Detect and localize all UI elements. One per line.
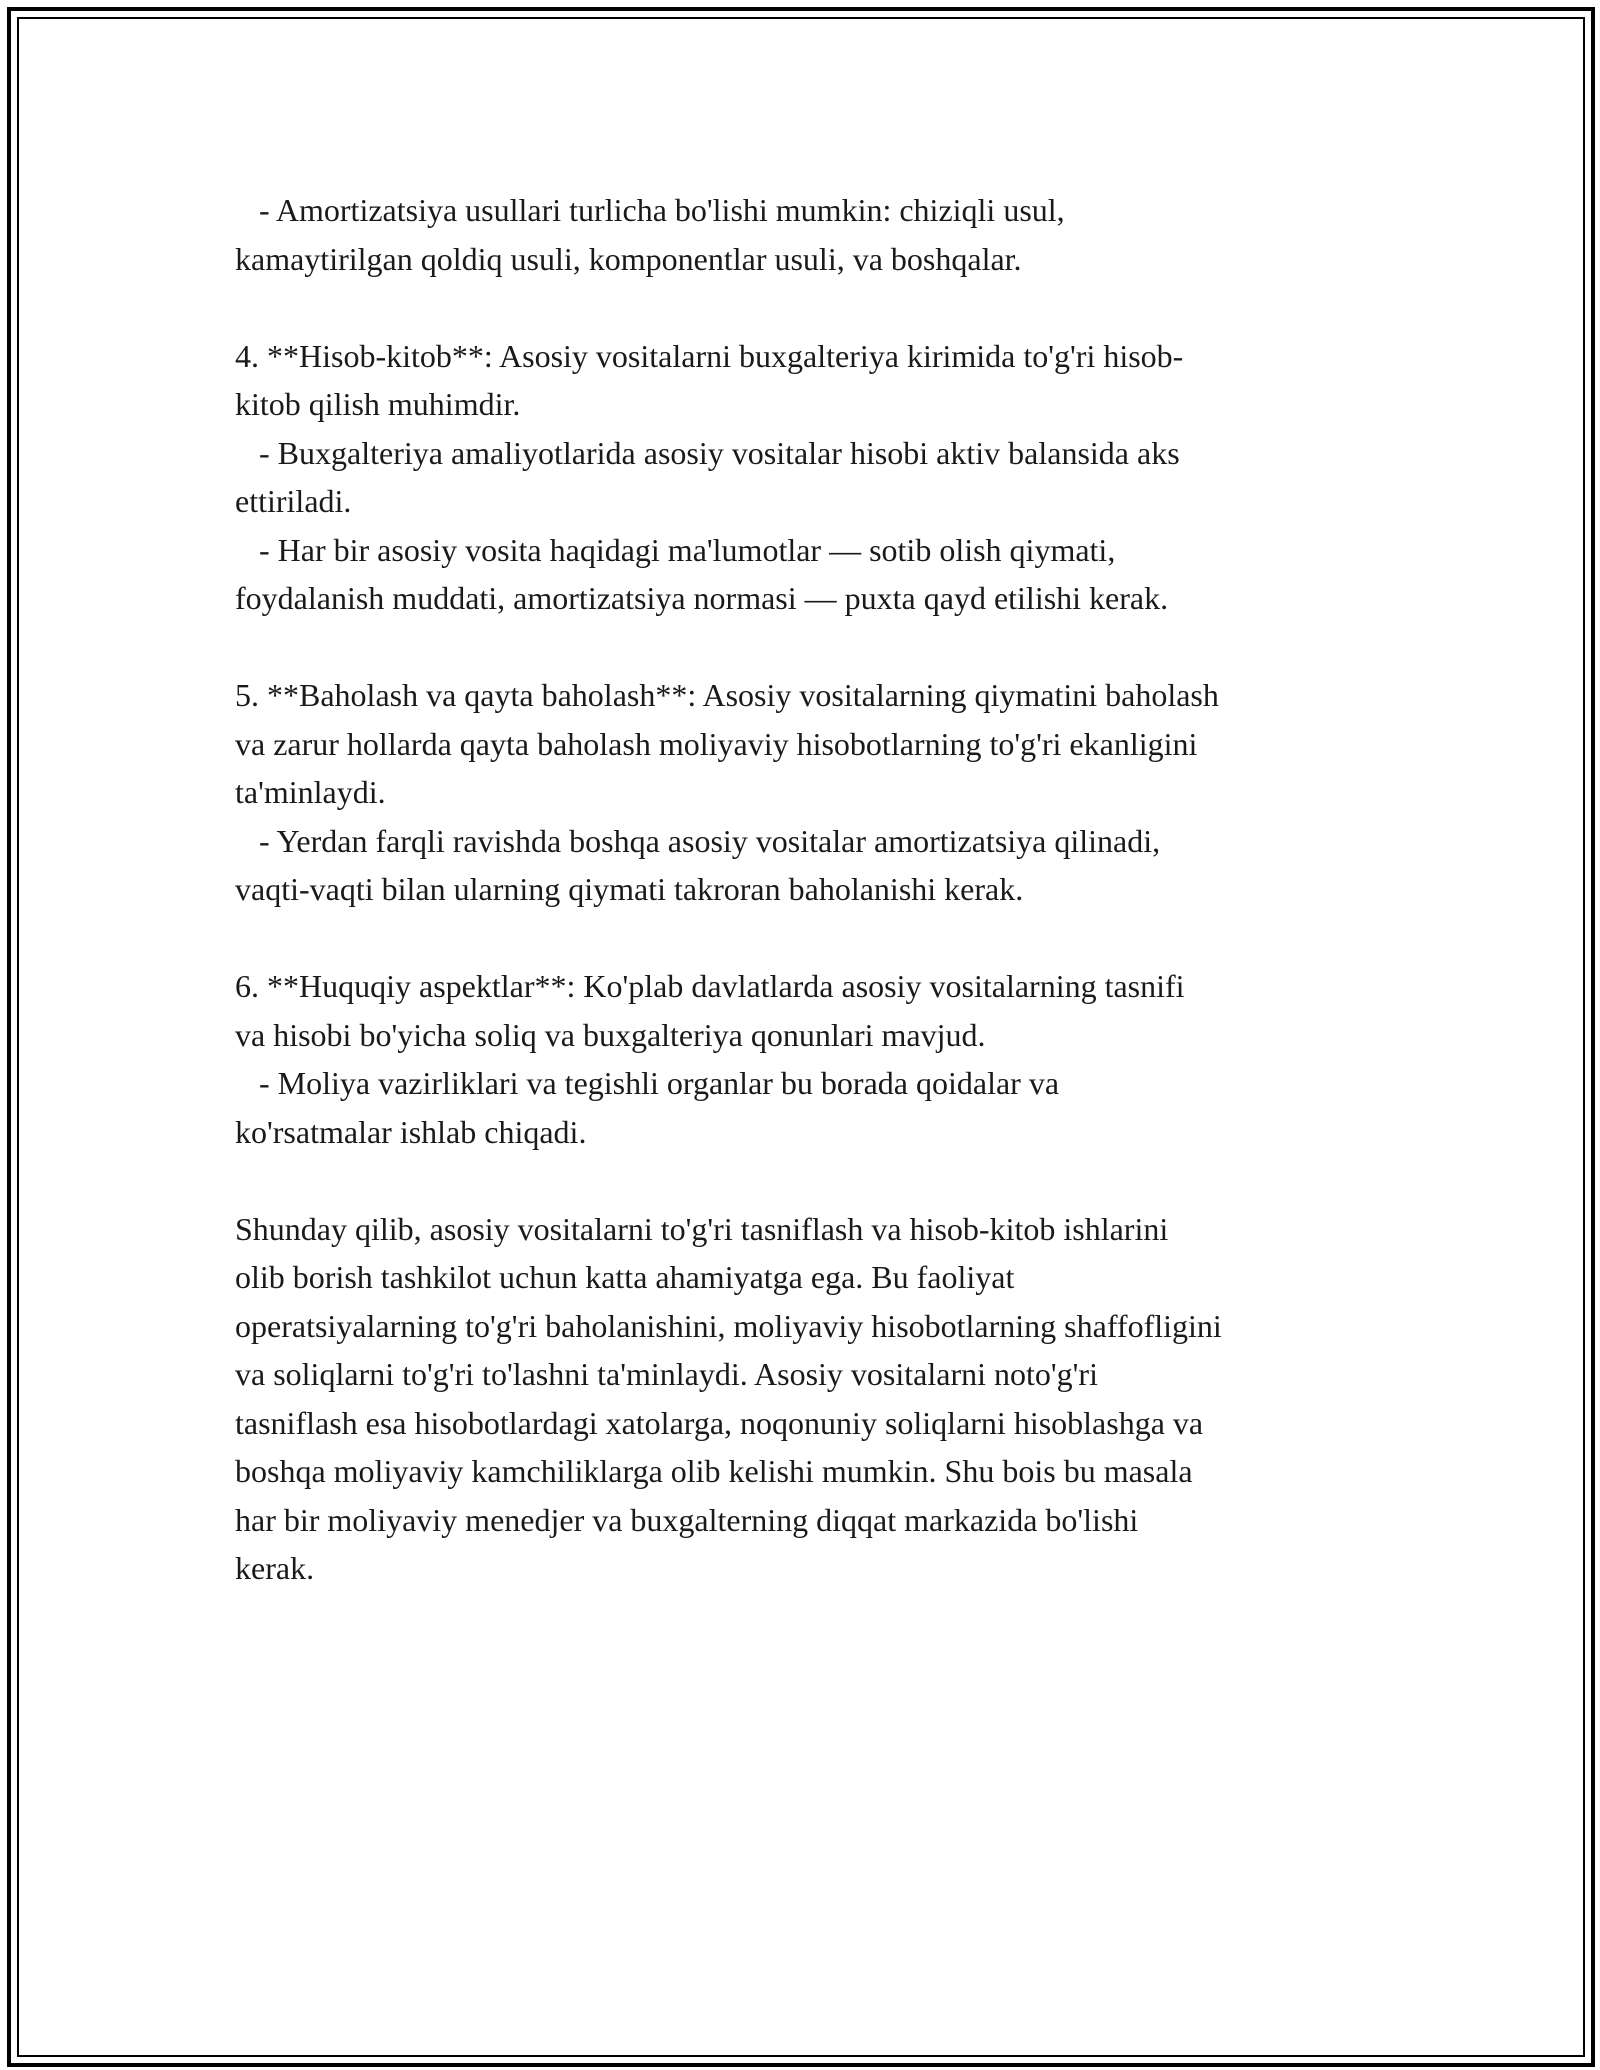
text-line: kerak. (235, 1550, 315, 1586)
text-line: vaqti-vaqti bilan ularning qiymati takroran baholanishi kerak. (235, 871, 1024, 907)
paragraph-spacer (235, 623, 1385, 672)
text-line: ko'rsatmalar ishlab chiqadi. (235, 1113, 587, 1150)
text-line: va soliqlarni to'g'ri to'lashni ta'minlaydi. Asosiy vositalarni noto'g'ri (235, 1356, 1098, 1392)
text-line: kitob qilish muhimdir. (235, 386, 521, 422)
text-line: 6. **Huquqiy aspektlar**: Ko'plab davlatlarda asosiy vositalarning tasnifi (235, 968, 1185, 1004)
text-line: boshqa moliyaviy kamchiliklarga olib kelishi mumkin. Shu bois bu masala (235, 1453, 1193, 1489)
paragraph-amortization-methods (235, 186, 1385, 283)
paragraph-spacer (235, 914, 1385, 963)
text-line: ettiriladi. (235, 483, 352, 519)
text-line: foydalanish muddati, amortizatsiya normasi — puxta qayd etilishi kerak. (235, 580, 1169, 616)
paragraph-baholash (235, 671, 1385, 914)
paragraph-huquqiy-aspektlar (235, 962, 1385, 1156)
text-line: - Moliya vazirliklari va tegishli organlar bu borada qoidalar va (235, 1065, 1060, 1101)
text-line: va hisobi bo'yicha soliq va buxgalteriya qonunlari mavjud. (235, 1016, 986, 1053)
paragraph-conclusion (235, 1205, 1385, 1593)
text-line: har bir moliyaviy menedjer va buxgalterning diqqat markazida bo'lishi (235, 1501, 1139, 1538)
text-line: - Har bir asosiy vosita haqidagi ma'lumotlar — sotib olish qiymati, (235, 531, 1116, 568)
text-line: kamaytirilgan qoldiq usuli, komponentlar usuli, va boshqalar. (235, 240, 1022, 277)
paragraph-spacer (235, 283, 1385, 332)
text-line: Shunday qilib, asosiy vositalarni to'g'ri tasniflash va hisob-kitob ishlarini (235, 1210, 1169, 1247)
text-line: va zarur hollarda qayta baholash moliyaviy hisobotlarning to'g'ri ekanligini (235, 725, 1198, 762)
text-line: - Amortizatsiya usullari turlicha bo'lishi mumkin: chiziqli usul, (235, 192, 1065, 228)
paragraph-hisob-kitob (235, 332, 1385, 623)
text-line: - Yerdan farqli ravishda boshqa asosiy vositalar amortizatsiya qilinadi, (235, 822, 1161, 859)
text-line: - Buxgalteriya amaliyotlarida asosiy vositalar hisobi aktiv balansida aks (235, 434, 1180, 471)
text-line: 5. **Baholash va qayta baholash**: Asosiy vositalarning qiymatini baholash (235, 677, 1219, 713)
paragraph-spacer (235, 1156, 1385, 1205)
text-line: tasniflash esa hisobotlardagi xatolarga, noqonuniy soliqlarni hisoblashga va (235, 1404, 1204, 1441)
document-body (235, 186, 1385, 1593)
text-line: operatsiyalarning to'g'ri baholanishini, moliyaviy hisobotlarning shaffofligini (235, 1307, 1222, 1344)
text-line: 4. **Hisob-kitob**: Asosiy vositalarni buxgalteriya kirimida to'g'ri hisob- (235, 337, 1184, 374)
text-line: olib borish tashkilot uchun katta ahamiyatga ega. Bu faoliyat (235, 1259, 1015, 1295)
text-line: ta'minlaydi. (235, 774, 386, 810)
